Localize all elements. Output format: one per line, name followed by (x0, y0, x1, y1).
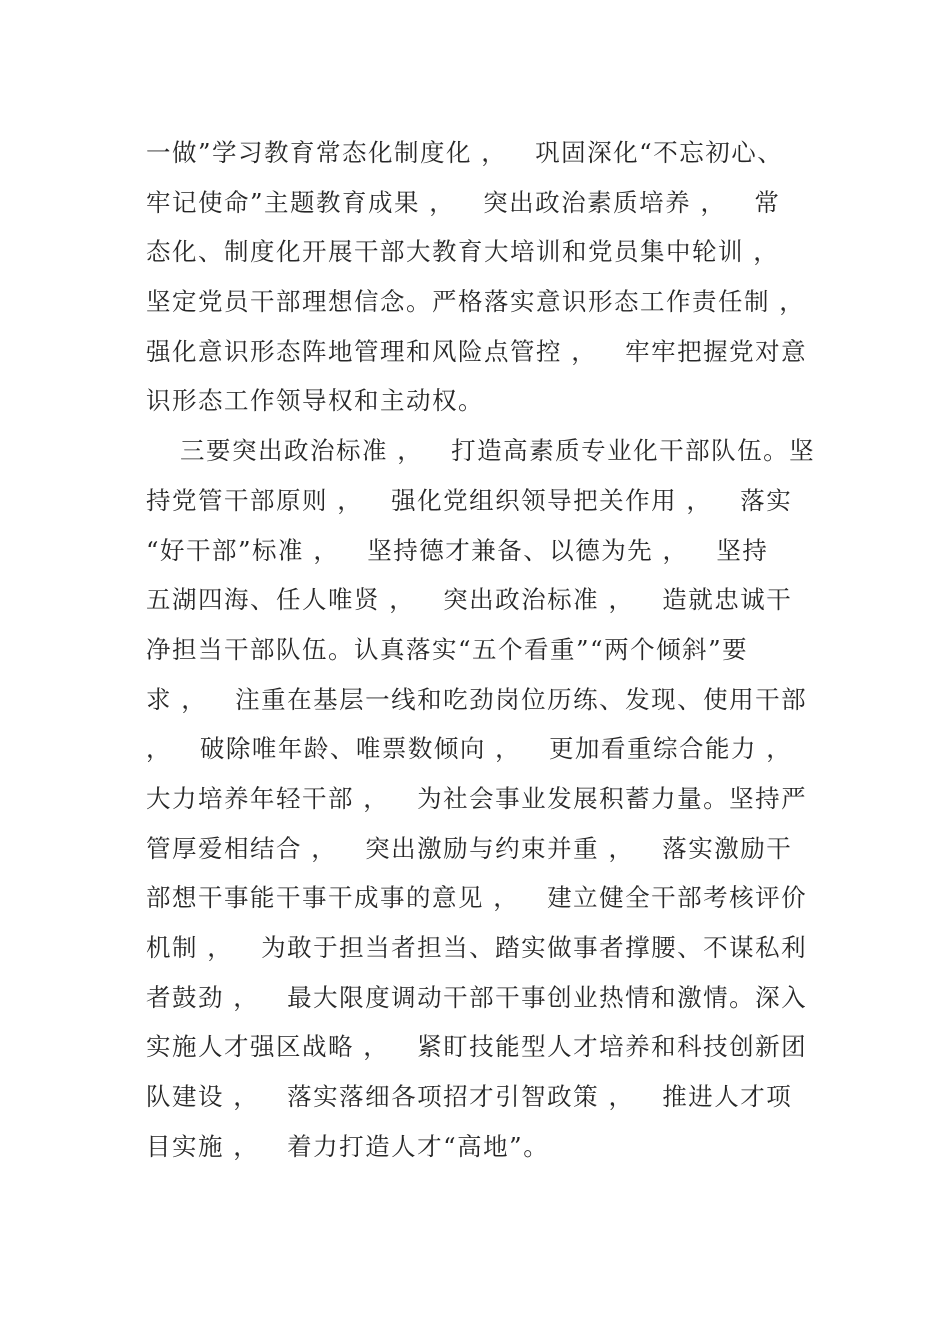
text-line: 实施人才强区战略 ， 紧盯技能型人才培养和科技创新团 (146, 1032, 808, 1062)
text-line: 牢记使命”主题教育成果 ， 突出政治素质培养 ， 常 (146, 187, 781, 217)
text-line: “好干部”标准 ， 坚持德才兼备、以德为先 ， 坚持 (146, 535, 769, 565)
text-line: 五湖四海、任人唯贤 ， 突出政治标准 ， 造就忠诚干 (146, 585, 793, 615)
text-line: ， 破除唯年龄、唯票数倾向 ， 更加看重综合能力 ， (146, 734, 793, 764)
text-line: 一做”学习教育常态化制度化 ， 巩固深化“不忘初心、 (146, 138, 784, 167)
text-line: 目实施 ， 着力打造人才“高地”。 (146, 1131, 550, 1161)
text-line: 净担当干部队伍。认真落实“五个看重”“两个倾斜”要 (146, 634, 749, 664)
text-line: 求 ， 注重在基层一线和吃劲岗位历练、发现、使用干部 (146, 684, 808, 714)
text-line: 管厚爱相结合 ， 突出激励与约束并重 ， 落实激励干 (146, 833, 793, 863)
text-line: 识形态工作领导权和主动权。 (146, 386, 484, 416)
text-line: 持党管干部原则 ， 强化党组织领导把关作用 ， 落实 (146, 485, 793, 515)
text-line: 者鼓劲 ， 最大限度调动干部干事创业热情和激情。深入 (146, 982, 808, 1012)
text-line: 坚定党员干部理想信念。严格落实意识形态工作责任制 ， (146, 287, 806, 317)
document-body (146, 128, 826, 1171)
text-line: 队建设 ， 落实落细各项招才引智政策 ， 推进人才项 (146, 1082, 793, 1112)
text-line: 部想干事能干事干成事的意见 ， 建立健全干部考核评价 (146, 883, 808, 913)
text-line: 态化、制度化开展干部大教育大培训和党员集中轮训 ， (146, 237, 780, 267)
text-line: 机制 ， 为敢于担当者担当、踏实做事者撑腰、不谋私利 (146, 933, 808, 962)
text-line: 强化意识形态阵地管理和风险点管控 ， 牢牢把握党对意 (146, 336, 808, 366)
text-line: 大力培养年轻干部 ， 为社会事业发展积蓄力量。坚持严 (146, 783, 808, 813)
paragraph-start-line: 三要突出政治标准 ， 打造高素质专业化干部队伍。坚 (180, 436, 816, 466)
